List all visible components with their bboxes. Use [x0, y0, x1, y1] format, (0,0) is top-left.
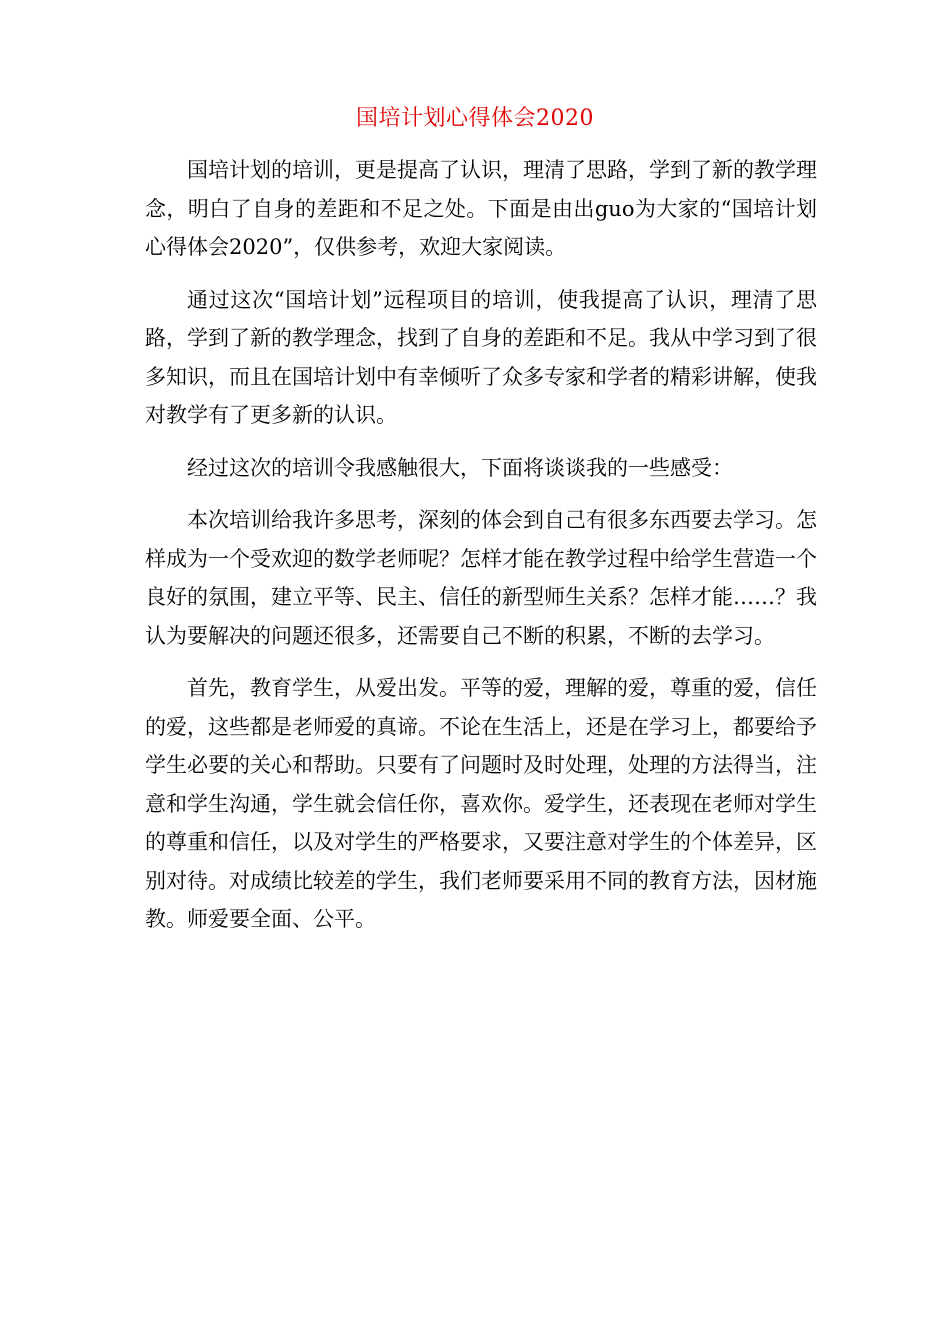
paragraph-reflection: 本次培训给我许多思考，深刻的体会到自己有很多东西要去学习。怎样成为一个受欢迎的数学老师呢？怎样才能在教学过程中给学生营造一个良好的氛围，建立平等、民主、信任的新型师生关系？怎样才能……？我认为要解决的问题还很多，还需要自己不断的积累，不断的去学习。 [145, 508, 817, 648]
document-body [145, 151, 817, 953]
paragraph-feelings: 经过这次的培训令我感触很大，下面将谈谈我的一些感受： [187, 455, 733, 480]
paragraph-training: 通过这次“国培计划”远程项目的培训，使我提高了认识，理清了思路，学到了新的教学理念，找到了自身的差距和不足。我从中学习到了很多知识，而且在国培计划中有幸倾听了众多专家和学者的精彩讲解，使我对教学有了更多新的认识。 [145, 287, 817, 427]
document-title: 国培计划心得体会2020 [356, 106, 594, 131]
paragraph-love: 首先，教育学生，从爱出发。平等的爱，理解的爱，尊重的爱，信任的爱，这些都是老师爱的真谛。不论在生活上，还是在学习上，都要给予学生必要的关心和帮助。只要有了问题时及时处理，处理的方法得当，注意和学生沟通，学生就会信任你，喜欢你。爱学生，还表现在老师对学生的尊重和信任，以及对学生的严格要求，又要注意对学生的个体差异，区别对待。对成绩比较差的学生，我们老师要采用不同的教育方法，因材施教。师爱要全面、公平。 [145, 676, 817, 931]
paragraph-intro: 国培计划的培训，更是提高了认识，理清了思路，学到了新的教学理念，明白了自身的差距和不足之处。下面是由出guo为大家的“国培计划心得体会2020”，仅供参考，欢迎大家阅读。 [145, 158, 817, 259]
